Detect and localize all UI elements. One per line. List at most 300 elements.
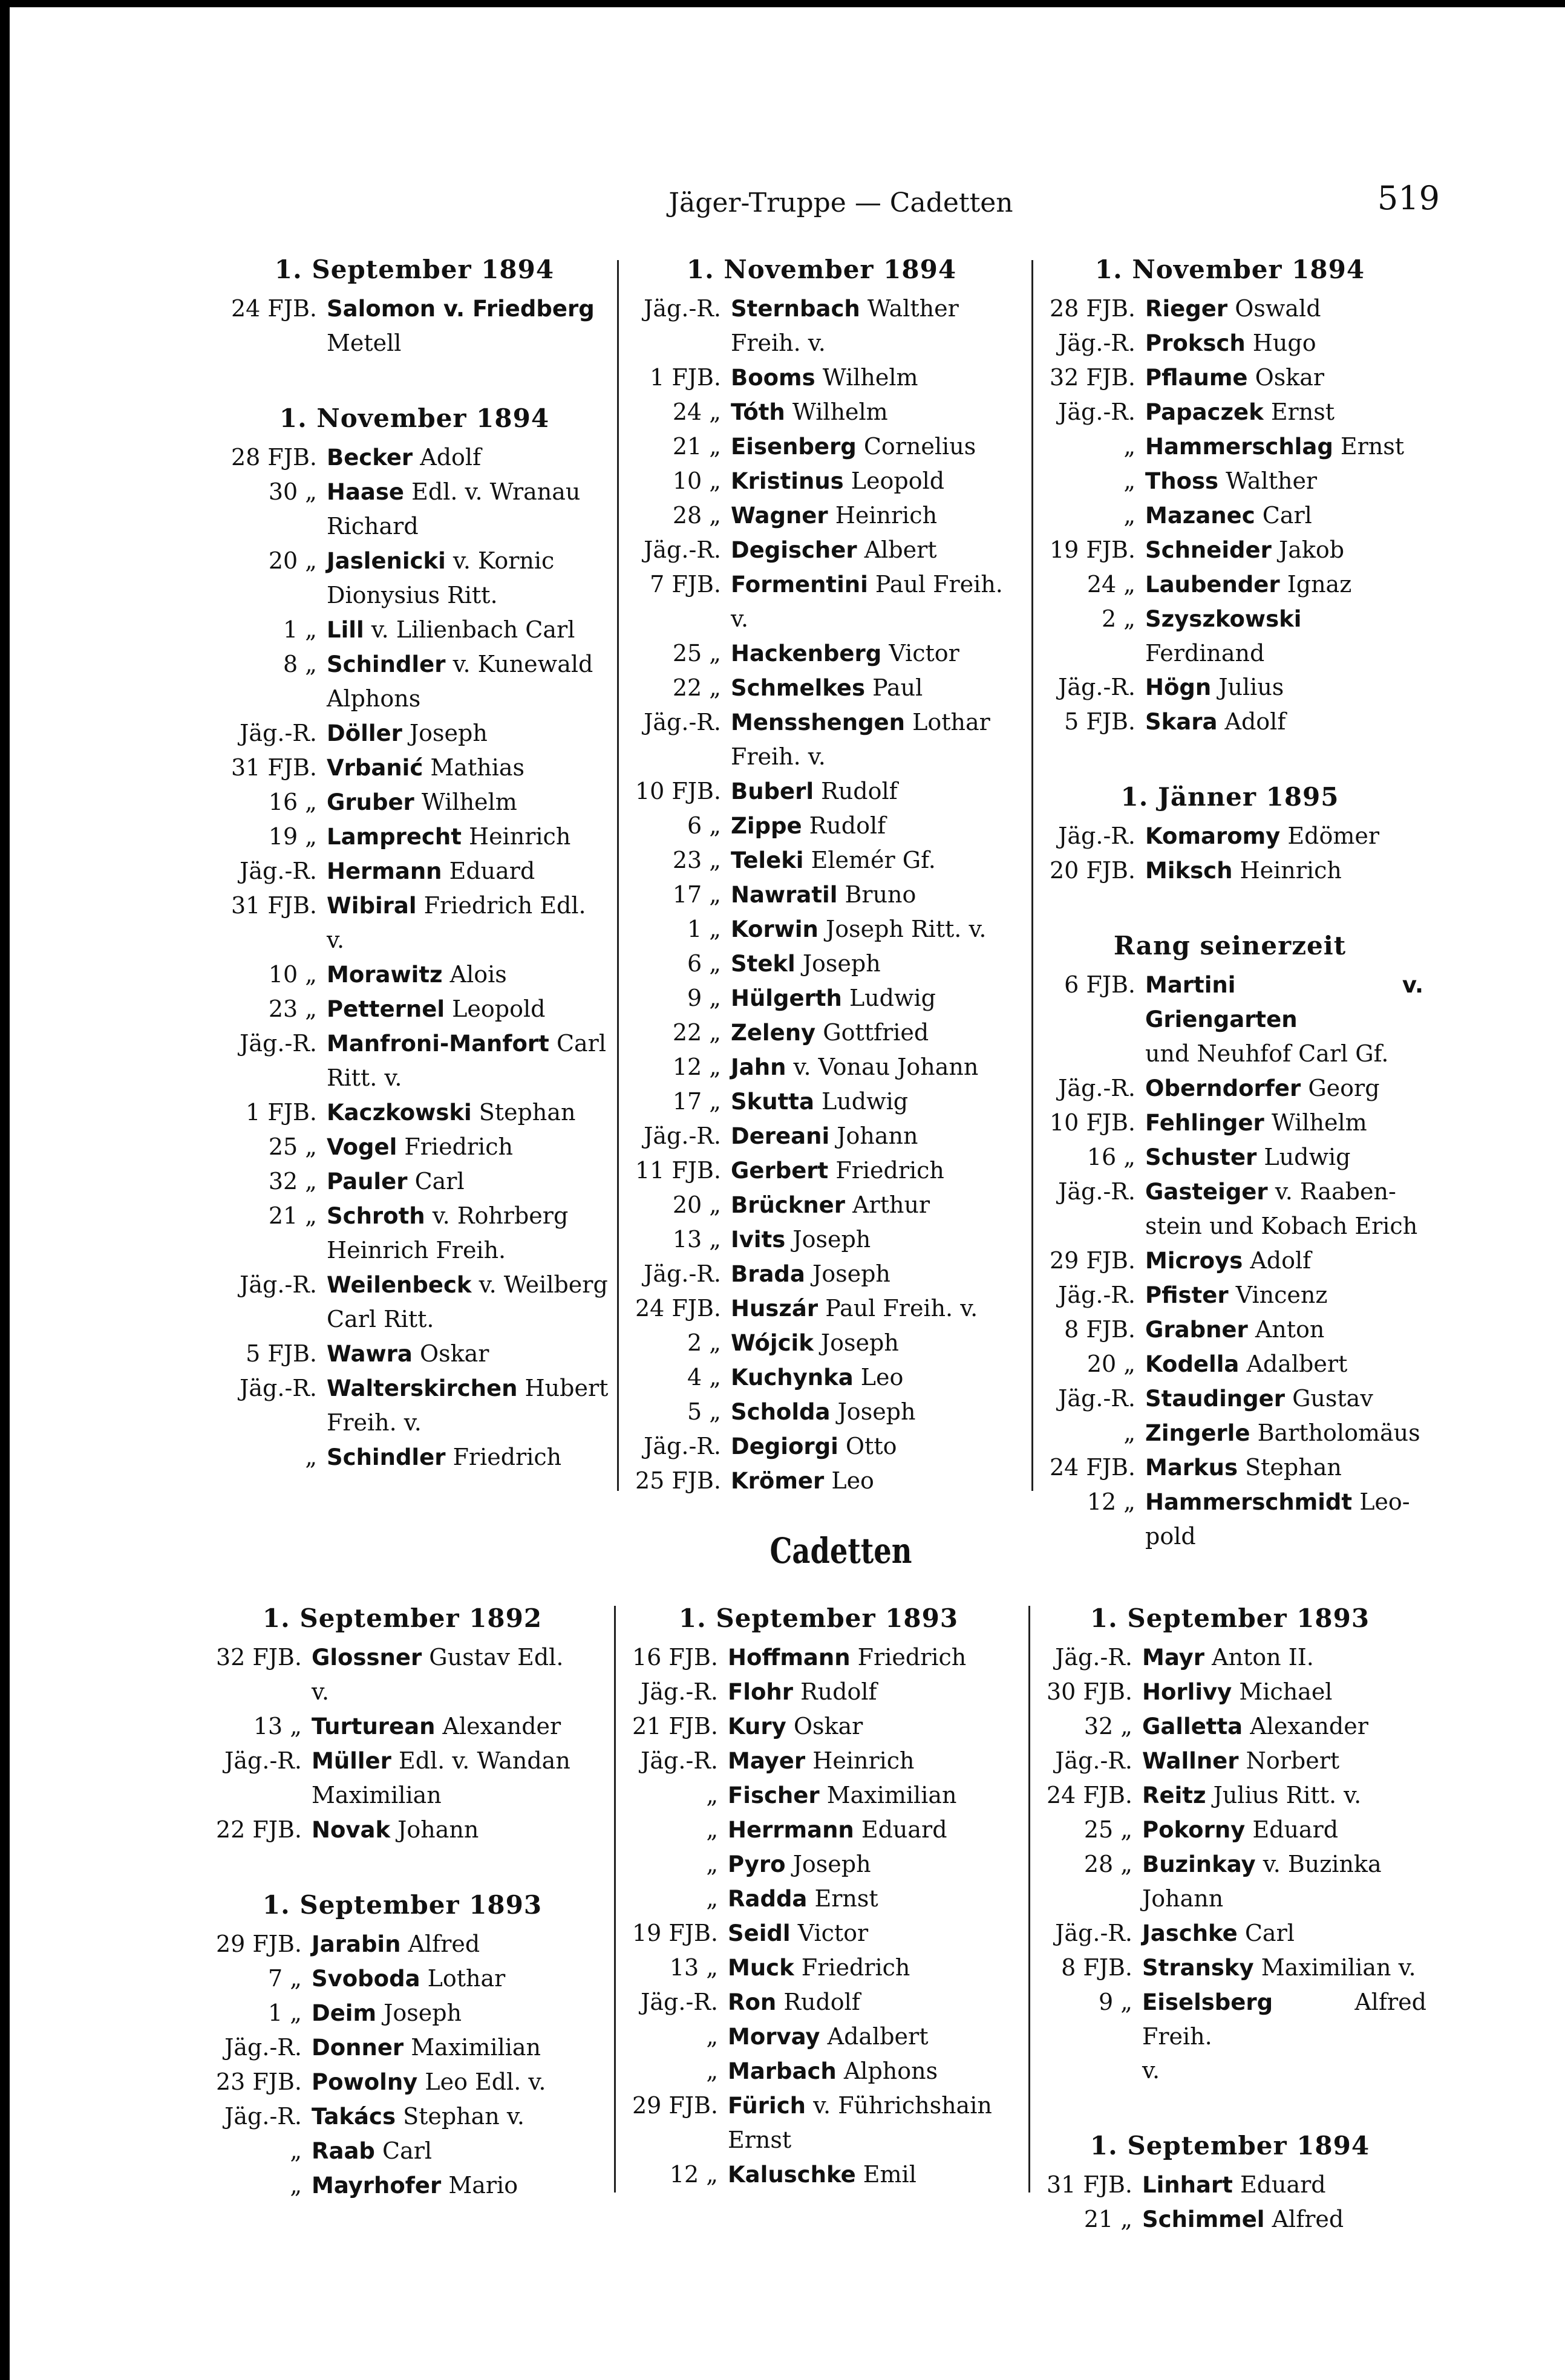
surname: Markus: [1145, 1455, 1238, 1481]
unit-label: 19 FJB.: [632, 1920, 718, 1946]
roster-entry: [1036, 1175, 1423, 1209]
given-name: Wilhelm: [822, 364, 918, 391]
given-name: Anton: [1255, 1316, 1325, 1343]
given-name: Hubert: [524, 1375, 609, 1401]
roster-entry: [218, 751, 611, 785]
entry-text: [327, 292, 611, 326]
given-name: Cornelius: [863, 433, 976, 460]
entry-text: [312, 2134, 602, 2168]
entry-text: [312, 1961, 602, 1996]
unit-label: 21 „: [1083, 2206, 1132, 2232]
unit-label: 11 FJB.: [635, 1157, 721, 1184]
entry-text: [728, 2054, 1018, 2088]
roster-entry: [619, 1847, 1018, 1882]
surname: Skara: [1145, 709, 1218, 735]
roster-entry: [203, 1640, 602, 1675]
unit-label: 13 „: [672, 1226, 721, 1253]
entry-text: [312, 2065, 602, 2099]
surname: Zeleny: [731, 1020, 816, 1046]
roster-entry: [218, 292, 611, 326]
roster-entry: [619, 1882, 1018, 1916]
surname: Booms: [731, 365, 815, 391]
entry-text: [327, 1371, 611, 1406]
unit-label: 9 „: [687, 985, 721, 1011]
section-title-cadetten: Cadetten: [769, 1530, 912, 1571]
entry-text: [312, 1996, 602, 2030]
roster-entry: [218, 992, 611, 1026]
entry-text: [327, 647, 611, 682]
roster-entry: [622, 326, 1021, 360]
unit-label: 23 „: [672, 847, 721, 873]
surname: Degischer: [731, 537, 857, 563]
roster-entry: [1036, 1347, 1423, 1381]
entry-text: [327, 1440, 611, 1475]
surname: Kristinus: [731, 468, 844, 494]
unit-label: „: [1123, 502, 1135, 529]
given-name: Carl Ritt.: [327, 1306, 434, 1332]
entry-text: [327, 1026, 611, 1061]
given-name: Eduard: [1252, 1816, 1339, 1843]
roster-entry: [218, 1337, 611, 1371]
unit-label: 29 FJB.: [1049, 1247, 1135, 1274]
given-name: Ludwig: [849, 985, 936, 1011]
unit-label: 28 „: [1083, 1851, 1132, 1877]
entry-text: [731, 567, 1021, 602]
entry-text: [1142, 1778, 1426, 1813]
entry-text: [728, 1778, 1018, 1813]
roster-entry: [203, 1709, 602, 1744]
given-name: Arthur: [852, 1192, 930, 1218]
given-name: Leo: [831, 1467, 874, 1494]
given-name: Emil: [863, 2161, 916, 2188]
given-name: Norbert: [1246, 1747, 1340, 1774]
unit-label: „: [305, 1444, 317, 1470]
surname: Schroth: [327, 1203, 425, 1229]
surname: Salomon v. Friedberg: [327, 296, 595, 322]
roster-entry: [1036, 464, 1423, 498]
unit-label: „: [290, 2172, 302, 2199]
entry-text: [327, 785, 611, 820]
roster-entry: [1036, 1106, 1423, 1140]
given-name: Ludwig: [822, 1088, 909, 1115]
roster-entry: [203, 1927, 602, 1961]
surname: Fischer: [728, 1782, 820, 1808]
entry-text: [1145, 602, 1423, 670]
given-name: Victor: [797, 1920, 869, 1946]
entry-text: [327, 854, 611, 888]
unit-label: „: [706, 2058, 718, 2084]
roster-entry: [1036, 1519, 1423, 1554]
given-name: Oskar: [1255, 364, 1325, 391]
given-name: Jakob: [1278, 536, 1345, 563]
unit-label: Jäg.-R.: [240, 720, 317, 746]
entry-text: [327, 509, 611, 544]
page-number: 519: [1377, 179, 1440, 217]
roster-entry: [218, 682, 611, 716]
given-name: Leopold: [452, 996, 546, 1022]
given-name: Walther: [867, 295, 959, 322]
roster-entry: [1033, 1744, 1426, 1778]
roster-entry: [619, 2123, 1018, 2157]
surname: Sternbach: [731, 296, 860, 322]
surname: Schneider: [1145, 537, 1272, 563]
given-name: Joseph: [384, 2000, 462, 2026]
entry-text: [327, 544, 611, 578]
given-name: Friedrich: [835, 1157, 944, 1184]
surname: Flohr: [728, 1679, 793, 1705]
surname: Marbach: [728, 2058, 837, 2084]
given-name: Stephan: [479, 1099, 576, 1126]
given-name: Leo: [860, 1364, 904, 1391]
given-name: Carl: [382, 2137, 433, 2164]
unit-label: 7 FJB.: [650, 571, 721, 598]
surname: Seidl: [728, 1920, 791, 1946]
given-name: Lothar: [912, 709, 990, 735]
roster-entry: [622, 1188, 1021, 1222]
roster-entry: [1036, 1140, 1423, 1175]
unit-label: Jäg.-R.: [240, 858, 317, 884]
surname: Haase: [327, 479, 405, 505]
surname: Hoffmann: [728, 1645, 851, 1671]
surname: Fehlinger: [1145, 1110, 1264, 1136]
unit-label: 10 FJB.: [635, 778, 721, 804]
promotion-date-header: 1. Jänner 1895: [1120, 782, 1339, 812]
unit-label: 20 „: [1086, 1351, 1135, 1377]
unit-label: „: [706, 1782, 718, 1808]
given-name: Dionysius Ritt.: [327, 582, 498, 608]
given-name: Friedrich: [453, 1444, 562, 1470]
entry-text: [731, 1153, 1021, 1188]
unit-label: 13 „: [253, 1713, 302, 1739]
given-name: Gottfried: [823, 1019, 929, 1046]
entry-text: [728, 2088, 1018, 2123]
given-name: Joseph Ritt. v.: [826, 916, 987, 942]
surname: Schimmel: [1142, 2206, 1265, 2232]
given-name: Stephan v.: [403, 2103, 524, 2130]
surname: Pyro: [728, 1851, 786, 1877]
surname: Hermann: [327, 858, 442, 884]
given-name: Vincenz: [1235, 1282, 1328, 1308]
surname: Buzinkay: [1142, 1851, 1256, 1877]
surname: Gerbert: [731, 1158, 829, 1184]
block-spacer: [1033, 2088, 1426, 2124]
given-name: Gustav Edl.: [429, 1644, 564, 1671]
given-name: v. Raaben-: [1275, 1178, 1396, 1205]
unit-label: 8 FJB.: [1061, 1954, 1132, 1981]
unit-label: 30 FJB.: [1046, 1678, 1132, 1705]
entry-text: [1145, 1347, 1423, 1381]
unit-label: Jäg.-R.: [641, 1747, 718, 1774]
unit-label: Jäg.-R.: [644, 1433, 721, 1459]
roster-entry: [622, 498, 1021, 533]
surname: Wawra: [327, 1341, 413, 1367]
given-name: Oswald: [1235, 295, 1321, 322]
given-name: Gustav: [1292, 1385, 1373, 1412]
given-name: Heinrich: [812, 1747, 915, 1774]
given-name: Friedrich: [404, 1133, 513, 1160]
given-name: Alexander: [442, 1713, 561, 1739]
entry-text: [1145, 1416, 1423, 1450]
given-name: Walther: [1226, 468, 1318, 494]
surname: Formentini: [731, 572, 868, 598]
surname: Laubender: [1145, 572, 1280, 598]
surname: Manfroni-Manfort: [327, 1031, 549, 1057]
given-name: Otto: [845, 1433, 897, 1459]
surname: Hackenberg: [731, 641, 882, 667]
given-name: v. Weilberg: [479, 1271, 608, 1298]
surname: Döller: [327, 720, 402, 746]
roster-entry: [203, 1996, 602, 2030]
roster-entry: [1033, 1951, 1426, 1985]
given-name: Elemér Gf.: [811, 847, 936, 873]
unit-label: 24 „: [672, 399, 721, 425]
roster-entry: [622, 636, 1021, 671]
entry-text: [327, 820, 611, 854]
roster-entry: [218, 475, 611, 509]
unit-label: Jäg.-R.: [641, 1989, 718, 2015]
unit-label: 29 FJB.: [632, 2092, 718, 2119]
roster-entry: [1033, 2202, 1426, 2237]
given-name: Joseph: [812, 1260, 890, 1287]
surname: Mazanec: [1145, 503, 1255, 529]
surname: Grabner: [1145, 1317, 1248, 1343]
given-name: Leo Edl. v.: [425, 2069, 546, 2095]
promotion-date-header: 1. November 1894: [1094, 255, 1365, 284]
unit-label: 32 FJB.: [215, 1644, 302, 1671]
surname: Buberl: [731, 778, 814, 804]
given-name: v. Buzinka: [1263, 1851, 1382, 1877]
roster-entry: [1036, 1071, 1423, 1106]
entry-text: [728, 1675, 1018, 1709]
roster-entry: [622, 774, 1021, 809]
unit-label: Jäg.-R.: [224, 2034, 302, 2061]
surname: Gasteiger: [1145, 1179, 1268, 1205]
surname: Turturean: [312, 1713, 436, 1739]
roster-entry: [622, 1360, 1021, 1395]
roster-entry: [1033, 1675, 1426, 1709]
unit-label: 24 FJB.: [230, 295, 317, 322]
given-name: v. Führichshain: [813, 2092, 992, 2119]
roster-entry: [619, 1778, 1018, 1813]
roster-entry: [218, 1371, 611, 1406]
surname: Mayrhofer: [312, 2173, 442, 2199]
unit-label: 17 „: [672, 1088, 721, 1115]
bottom-column-2: [619, 1597, 1018, 2192]
unit-label: Jäg.-R.: [644, 1123, 721, 1149]
entry-text: [731, 464, 1021, 498]
entry-text: [728, 1951, 1018, 1985]
unit-label: 20 „: [672, 1192, 721, 1218]
roster-entry: [619, 1916, 1018, 1951]
promotion-date-header: 1. September 1893: [678, 1603, 959, 1633]
roster-entry: [1033, 1640, 1426, 1675]
surname: Jaslenicki: [327, 548, 446, 574]
given-name: Joseph: [820, 1329, 899, 1356]
surname: Morvay: [728, 2024, 820, 2050]
given-name: v.: [731, 605, 749, 632]
given-name: Georg: [1308, 1075, 1380, 1101]
entry-text: [1145, 1175, 1423, 1209]
given-name: Michael: [1239, 1678, 1333, 1705]
entry-text: [327, 1199, 611, 1233]
given-name: pold: [1145, 1523, 1196, 1550]
surname: Hammerschlag: [1145, 434, 1333, 460]
entry-text: [1142, 1916, 1426, 1951]
unit-label: 24 FJB.: [1046, 1782, 1132, 1808]
unit-label: 17 „: [672, 881, 721, 908]
entry-text: [1145, 1209, 1423, 1244]
given-name: Adalbert: [1246, 1351, 1348, 1377]
block-spacer: [1036, 739, 1423, 775]
given-name: Lothar: [427, 1965, 506, 1992]
roster-entry: [622, 671, 1021, 705]
surname: Degiorgi: [731, 1433, 838, 1459]
unit-label: 6 „: [687, 950, 721, 977]
roster-entry: [218, 923, 611, 957]
entry-text: [1145, 1519, 1423, 1554]
roster-entry: [218, 820, 611, 854]
roster-entry: [203, 2099, 602, 2134]
roster-entry: [622, 947, 1021, 981]
unit-label: 32 „: [268, 1168, 317, 1195]
unit-label: Jäg.-R.: [641, 1678, 718, 1705]
unit-label: Jäg.-R.: [240, 1375, 317, 1401]
roster-entry: [622, 843, 1021, 878]
surname: Komaromy: [1145, 823, 1281, 849]
given-name: v.: [312, 1678, 330, 1705]
given-name: Freih. v.: [731, 330, 826, 356]
surname: Proksch: [1145, 330, 1246, 356]
unit-label: 8 „: [283, 651, 317, 677]
roster-entry: [218, 1164, 611, 1199]
unit-label: 23 „: [268, 996, 317, 1022]
entry-text: [731, 533, 1021, 567]
surname: Scholda: [731, 1399, 831, 1425]
surname: Pflaume: [1145, 365, 1248, 391]
given-name: Friedrich: [857, 1644, 967, 1671]
entry-text: [731, 498, 1021, 533]
surname: Pauler: [327, 1169, 408, 1195]
surname: Jarabin: [312, 1931, 401, 1957]
block-spacer: [203, 1847, 602, 1883]
roster-entry: [218, 1199, 611, 1233]
roster-entry: [218, 1302, 611, 1337]
surname: Svoboda: [312, 1966, 420, 1992]
roster-entry: [218, 854, 611, 888]
entry-text: [728, 1709, 1018, 1744]
given-name: Alfred: [1272, 2206, 1344, 2232]
roster-entry: [218, 888, 611, 923]
roster-entry: [622, 1257, 1021, 1291]
entry-text: [731, 1222, 1021, 1257]
promotion-date-header: 1. September 1893: [262, 1890, 543, 1920]
roster-entry: [218, 716, 611, 751]
entry-text: [312, 2099, 602, 2134]
given-name: Maximilian: [411, 2034, 541, 2061]
surname: Herrmann: [728, 1817, 854, 1843]
given-name: Alois: [449, 961, 507, 988]
given-name: Maximilian: [312, 1782, 442, 1808]
given-name: Anton II.: [1212, 1644, 1314, 1671]
given-name: Heinrich: [468, 823, 571, 850]
entry-text: [1145, 670, 1423, 705]
given-name: Alfred: [408, 1931, 480, 1957]
entry-text: [731, 360, 1021, 395]
given-name: Eduard: [1240, 2171, 1326, 2198]
given-name: Stephan: [1245, 1454, 1342, 1481]
given-name: Alexander: [1250, 1713, 1368, 1739]
entry-text: [327, 751, 611, 785]
entry-text: [728, 1744, 1018, 1778]
unit-label: Jäg.-R.: [644, 709, 721, 735]
roster-entry: [218, 578, 611, 613]
roster-entry: [218, 1440, 611, 1475]
given-name: und Neuhfof Carl Gf.: [1145, 1040, 1389, 1067]
given-name: Rudolf: [800, 1678, 877, 1705]
unit-label: 1 „: [268, 2000, 302, 2026]
entry-text: [327, 1302, 611, 1337]
surname: Krömer: [731, 1468, 825, 1494]
unit-label: 24 FJB.: [635, 1295, 721, 1322]
given-name: Joseph: [409, 720, 488, 746]
given-name: Rudolf: [783, 1989, 860, 2015]
entry-text: [327, 1233, 611, 1268]
entry-text: [728, 2123, 1018, 2157]
roster-entry: [622, 1119, 1021, 1153]
unit-label: 25 „: [1083, 1816, 1132, 1843]
roster-entry: [622, 1326, 1021, 1360]
entry-text: [1145, 326, 1423, 360]
surname: Pokorny: [1142, 1817, 1246, 1843]
roster-entry: [622, 1084, 1021, 1119]
unit-label: Jäg.-R.: [1058, 1075, 1135, 1101]
entry-text: [731, 1464, 1021, 1498]
given-name: Ludwig: [1264, 1144, 1351, 1170]
surname: Jaschke: [1142, 1920, 1238, 1946]
surname: Horlivy: [1142, 1679, 1232, 1705]
unit-label: 25 „: [672, 640, 721, 667]
unit-label: Jäg.-R.: [1058, 1178, 1135, 1205]
entry-text: [731, 395, 1021, 429]
roster-entry: [218, 1095, 611, 1130]
entry-text: [731, 705, 1021, 740]
entry-text: [731, 740, 1021, 774]
entry-text: [1145, 567, 1423, 602]
roster-entry: [1033, 2168, 1426, 2202]
entry-text: [728, 1985, 1018, 2020]
given-name: Albert: [864, 536, 937, 563]
entry-text: [731, 843, 1021, 878]
given-name: Mario: [448, 2172, 518, 2199]
given-name: v.: [1142, 2057, 1160, 2084]
entry-text: [1145, 1140, 1423, 1175]
unit-label: Jäg.-R.: [1055, 1920, 1132, 1946]
unit-label: 16 „: [1086, 1144, 1135, 1170]
surname: Fürich: [728, 2093, 806, 2119]
roster-entry: [1036, 498, 1423, 533]
roster-entry: [1033, 2053, 1426, 2088]
entry-text: [731, 947, 1021, 981]
unit-label: 10 „: [268, 961, 317, 988]
surname: Brückner: [731, 1192, 846, 1218]
surname: Kuchynka: [731, 1364, 854, 1391]
roster-entry: [619, 1951, 1018, 1985]
entry-text: [731, 1395, 1021, 1429]
surname: Raab: [312, 2138, 375, 2164]
given-name: Bartholomäus: [1257, 1420, 1420, 1446]
unit-label: „: [706, 1816, 718, 1843]
entry-text: [327, 475, 611, 509]
